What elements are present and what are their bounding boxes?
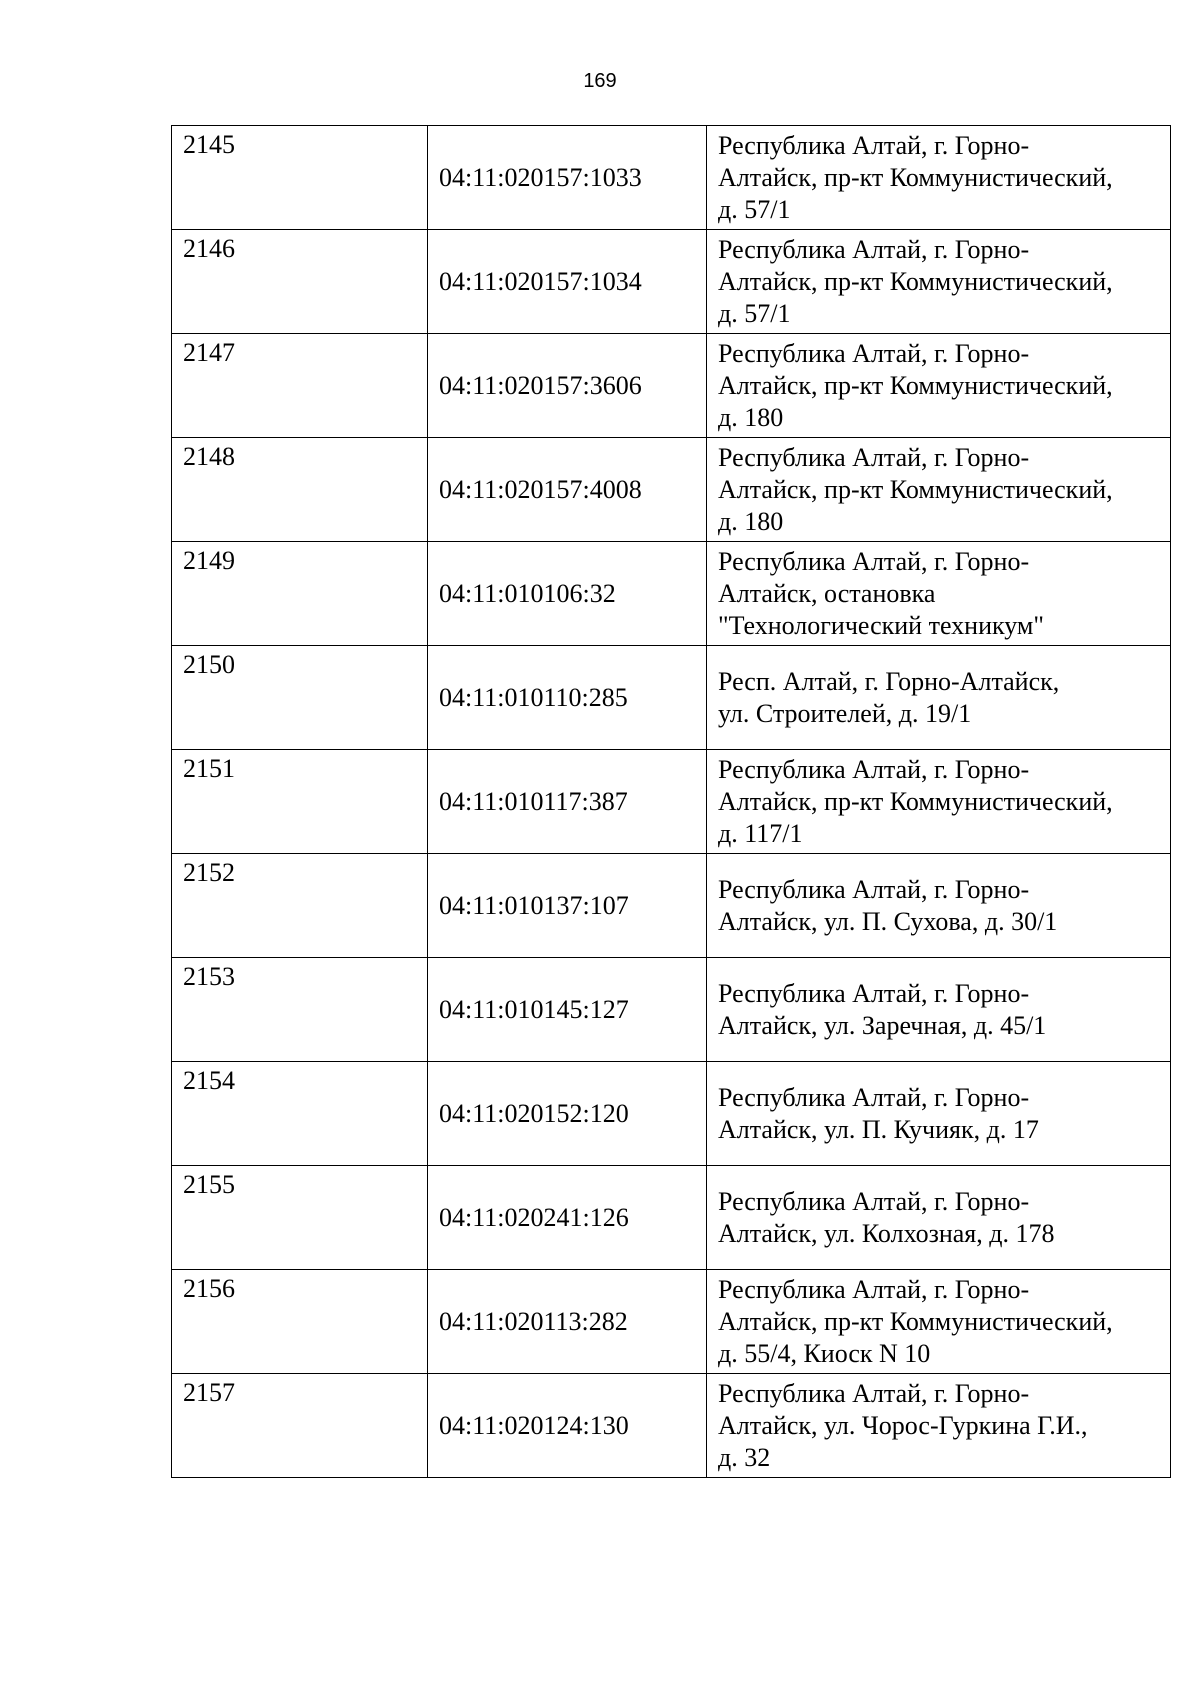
table-row (172, 230, 1171, 334)
address-cell (707, 958, 1171, 1062)
row-number-cell: 2151 (172, 750, 428, 854)
address-line: Алтайск, ул. Колхозная, д. 178 (718, 1218, 1055, 1248)
address-cell (707, 438, 1171, 542)
row-number-cell: 2146 (172, 230, 428, 334)
address-line: д. 117/1 (718, 818, 803, 848)
address-line: Алтайск, пр-кт Коммунистический, (718, 786, 1113, 816)
row-number-cell: 2156 (172, 1270, 428, 1374)
cadastral-number-cell: 04:11:020241:126 (428, 1166, 707, 1270)
table-row (172, 958, 1171, 1062)
address-line: Республика Алтай, г. Горно- (718, 874, 1030, 904)
address-line: д. 55/4, Киоск N 10 (718, 1338, 931, 1368)
address-line: Алтайск, пр-кт Коммунистический, (718, 474, 1113, 504)
registry-table (171, 125, 1171, 1478)
row-number-cell: 2152 (172, 854, 428, 958)
address-line: Респ. Алтай, г. Горно-Алтайск, (718, 666, 1060, 696)
table-row (172, 126, 1171, 230)
address-cell (707, 334, 1171, 438)
address-line: Алтайск, ул. Чорос-Гуркина Г.И., (718, 1410, 1088, 1440)
table-row (172, 334, 1171, 438)
row-number-cell: 2148 (172, 438, 428, 542)
table-row (172, 646, 1171, 750)
row-number-cell: 2157 (172, 1374, 428, 1478)
address-line: Алтайск, ул. П. Кучияк, д. 17 (718, 1114, 1039, 1144)
cadastral-number-cell: 04:11:020157:1034 (428, 230, 707, 334)
cadastral-number-cell: 04:11:020113:282 (428, 1270, 707, 1374)
address-cell (707, 1270, 1171, 1374)
row-number-cell: 2154 (172, 1062, 428, 1166)
address-cell (707, 1166, 1171, 1270)
row-number-cell: 2155 (172, 1166, 428, 1270)
cadastral-number-cell: 04:11:010110:285 (428, 646, 707, 750)
row-number-cell: 2147 (172, 334, 428, 438)
page-number: 169 (583, 70, 617, 92)
address-cell (707, 750, 1171, 854)
cadastral-number-cell: 04:11:010106:32 (428, 542, 707, 646)
cadastral-number-cell: 04:11:020124:130 (428, 1374, 707, 1478)
table-row (172, 1166, 1171, 1270)
address-line: Алтайск, остановка (718, 578, 936, 608)
table-row (172, 1374, 1171, 1478)
address-line: Алтайск, пр-кт Коммунистический, (718, 370, 1113, 400)
address-line: д. 57/1 (718, 298, 791, 328)
address-cell (707, 542, 1171, 646)
address-line: Республика Алтай, г. Горно- (718, 1082, 1030, 1112)
cadastral-number-cell: 04:11:020152:120 (428, 1062, 707, 1166)
table-row (172, 438, 1171, 542)
cadastral-number-cell: 04:11:010117:387 (428, 750, 707, 854)
address-cell (707, 1062, 1171, 1166)
address-cell (707, 126, 1171, 230)
address-line: Республика Алтай, г. Горно- (718, 1186, 1030, 1216)
registry-table-body (172, 126, 1171, 1478)
table-row (172, 542, 1171, 646)
address-line: Республика Алтай, г. Горно- (718, 338, 1030, 368)
address-line: Республика Алтай, г. Горно- (718, 1274, 1030, 1304)
cadastral-number-cell: 04:11:020157:1033 (428, 126, 707, 230)
address-line: д. 57/1 (718, 194, 791, 224)
address-line: Алтайск, ул. П. Сухова, д. 30/1 (718, 906, 1058, 936)
address-line: Алтайск, пр-кт Коммунистический, (718, 162, 1113, 192)
address-line: Республика Алтай, г. Горно- (718, 978, 1030, 1008)
row-number-cell: 2153 (172, 958, 428, 1062)
row-number-cell: 2145 (172, 126, 428, 230)
address-line: Республика Алтай, г. Горно- (718, 130, 1030, 160)
address-line: Республика Алтай, г. Горно- (718, 1378, 1030, 1408)
table-row (172, 1062, 1171, 1166)
address-line: д. 180 (718, 506, 784, 536)
address-line: Республика Алтай, г. Горно- (718, 546, 1030, 576)
address-line: Республика Алтай, г. Горно- (718, 234, 1030, 264)
table-row (172, 1270, 1171, 1374)
table-row (172, 854, 1171, 958)
address-line: д. 32 (718, 1442, 771, 1472)
address-line: Алтайск, пр-кт Коммунистический, (718, 266, 1113, 296)
address-cell (707, 646, 1171, 750)
address-cell (707, 230, 1171, 334)
address-line: Алтайск, ул. Заречная, д. 45/1 (718, 1010, 1047, 1040)
address-line: "Технологический техникум" (718, 610, 1044, 640)
address-cell (707, 1374, 1171, 1478)
address-line: Алтайск, пр-кт Коммунистический, (718, 1306, 1113, 1336)
cadastral-number-cell: 04:11:020157:4008 (428, 438, 707, 542)
row-number-cell: 2150 (172, 646, 428, 750)
cadastral-number-cell: 04:11:010145:127 (428, 958, 707, 1062)
cadastral-number-cell: 04:11:020157:3606 (428, 334, 707, 438)
address-line: д. 180 (718, 402, 784, 432)
table-row (172, 750, 1171, 854)
cadastral-number-cell: 04:11:010137:107 (428, 854, 707, 958)
address-cell (707, 854, 1171, 958)
address-line: Республика Алтай, г. Горно- (718, 442, 1030, 472)
address-line: Республика Алтай, г. Горно- (718, 754, 1030, 784)
address-line: ул. Строителей, д. 19/1 (718, 698, 972, 728)
row-number-cell: 2149 (172, 542, 428, 646)
